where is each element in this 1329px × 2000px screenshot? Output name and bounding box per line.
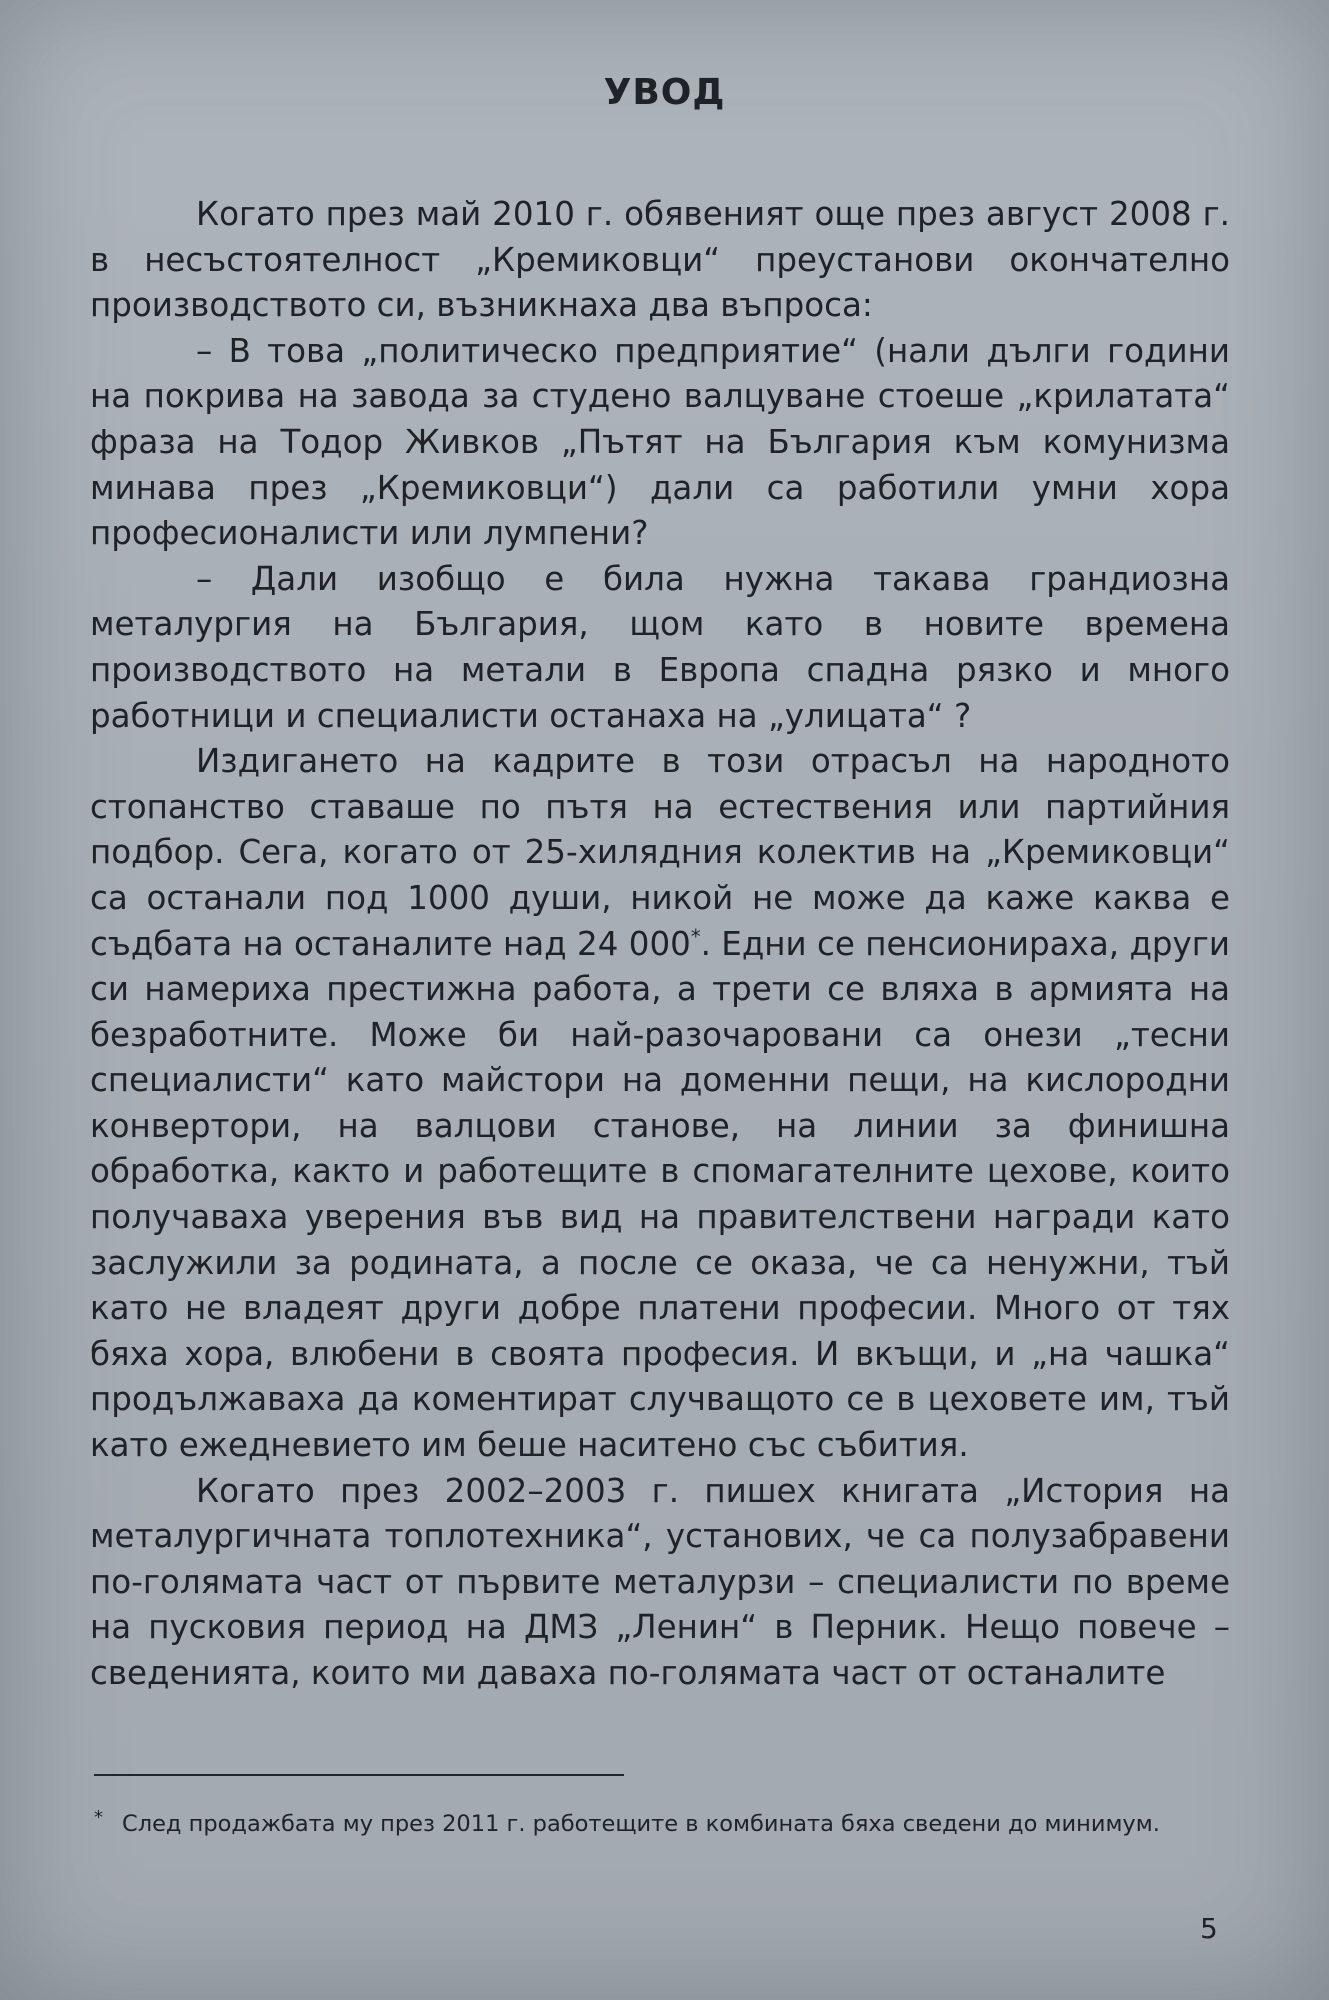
footnote-mark: * [94, 1807, 103, 1828]
footnote-reference: * [690, 924, 701, 948]
paragraph-1: Когато през май 2010 г. обявеният още през август 2008 г. в несъстоятелност „Кремиковци“ преустанови окончателно производството си, възникнаха два въпроса: [90, 195, 1230, 325]
paragraph-3: – Дали изобщо е била нужна такава грандиозна металургия на България, щом като в новите времена производството на метали в Европа спадна рязко и много работници и специалисти останаха на „улицата“ ? [90, 559, 1230, 735]
paragraph-4-part-1: Издигането на кадрите в този отрасъл на народното стопанство ставаше по пътя на естествения или партийния подбор. Сега, когато от 25-хилядния колектив на „Кремиковци“ са останали под 1000 души, никой не може да каже каква е съдбата на останалите над 24 000 [90, 742, 1230, 963]
page-number: 5 [1200, 1912, 1218, 1945]
footnote [94, 1806, 1214, 1842]
footnote-divider [94, 1774, 624, 1776]
paragraph-4 [90, 739, 1230, 1469]
paragraph-5: Когато през 2002–2003 г. пишех книгата „История на металургичната топлотехника“, установих, че са полузабравени по-голямата част от първите металурзи – специалисти по време на пусковия период на ДМЗ „Ленин“ в Перник. Нещо повече – сведенията, които ми даваха по-голямата част от останалите [90, 1471, 1230, 1692]
body-text [90, 192, 1230, 1697]
chapter-title: УВОД [603, 72, 726, 113]
footnote-text: След продажбата му през 2011 г. работещите в комбината бяха сведени до минимум. [122, 1811, 1160, 1837]
paragraph-2: – В това „политическо предприятие“ (нали дълги години на покрива на завода за студено валцуване стоеше „крилатата“ фраза на Тодор Живков „Пътят на България към комунизма минава през „Кремиковци“) дали са работили умни хора професионалисти или лумпени? [90, 331, 1230, 553]
paragraph-4-part-2: . Едни се пенсионираха, други си намериха престижна работа, а трети се вляха в армията на безработните. Може би най-разочаровани са онези „тесни специалисти“ като майстори на доменни пещи, на кислородни конвертори, на валцови станове, на линии за финишна обработка, както и работещите в спомагателните цехове, които получаваха уверения във вид на правителствени награди като заслужили за родината, а после се оказа, че са ненужни, тъй като не владеят други добре платени професии. Много от тях бяха хора, влюбени в своята професия. И вкъщи, и „на чашка“ продължаваха да коментират случващото се в цеховете им, тъй като ежедневието им беше наситено със събития. [90, 924, 1230, 1465]
